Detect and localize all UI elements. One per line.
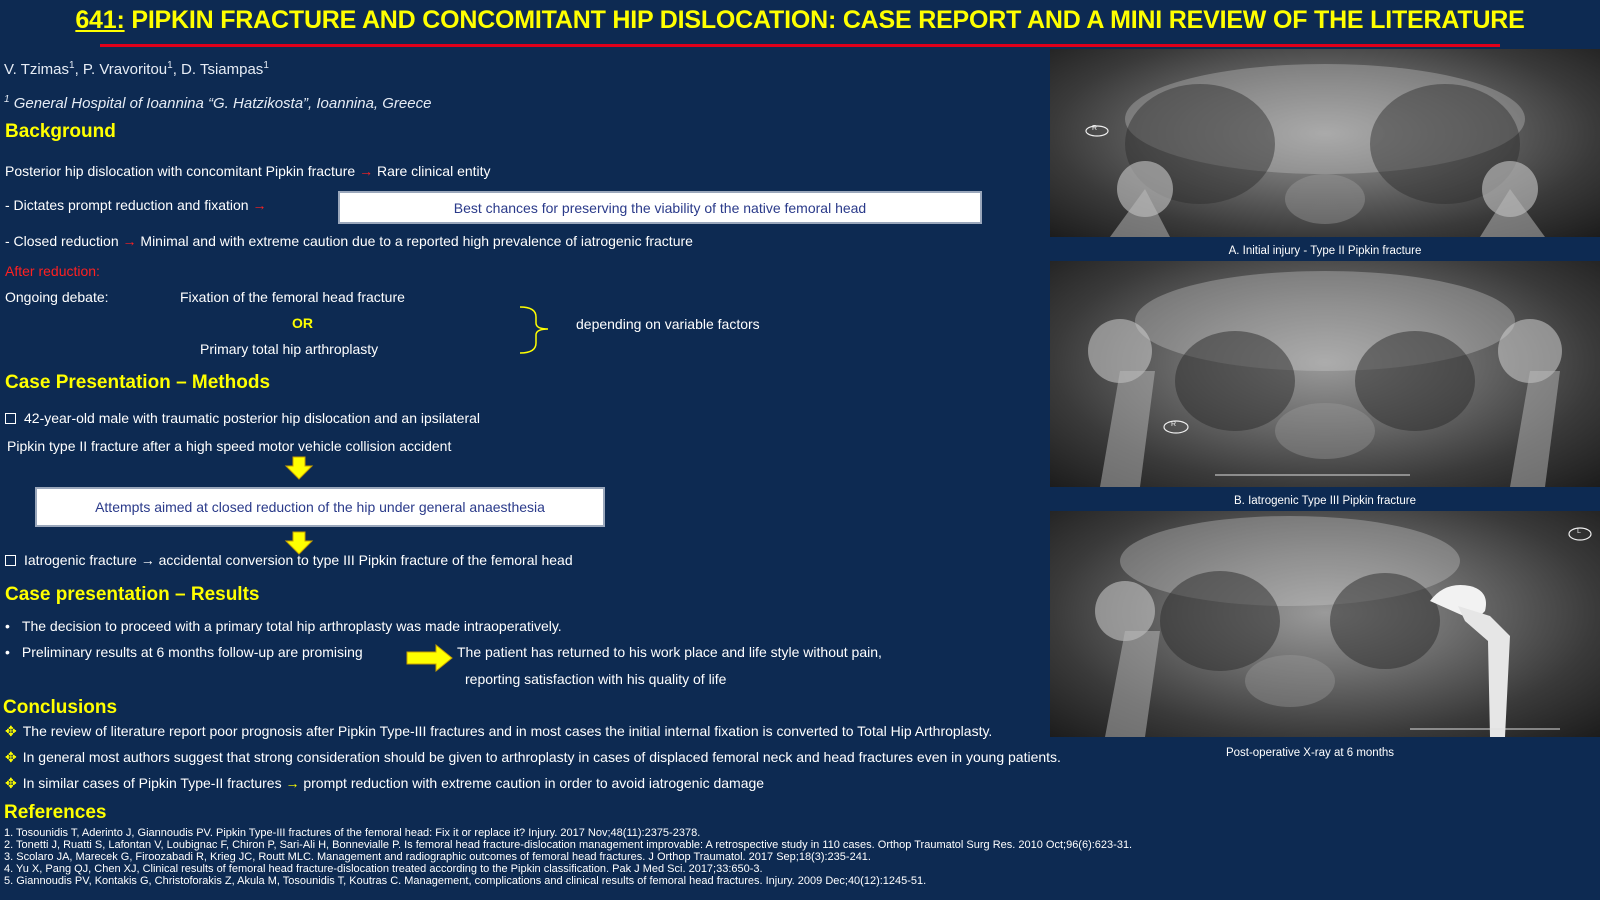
red-arrow-icon: →	[252, 197, 267, 213]
bullet-dot-icon: •	[5, 644, 10, 660]
results-bullet2-text: Preliminary results at 6 months follow-up are promising	[21, 644, 363, 660]
diamond-bullet-icon: ✥	[5, 723, 17, 739]
closed-reduction-box: Attempts aimed at closed reduction of the hip under general anaesthesia	[35, 487, 605, 527]
yellow-right-arrow-icon	[406, 643, 454, 673]
xray-side-marker: R	[1092, 125, 1098, 132]
results-heading: Case presentation – Results	[5, 584, 260, 605]
xray-side-marker: L	[1577, 528, 1581, 535]
background-line-1	[5, 163, 491, 179]
author-1: V. Tzimas	[4, 61, 70, 78]
red-arrow-icon: →	[359, 163, 374, 179]
background-line-2	[5, 197, 266, 213]
xray-initial-injury	[1050, 49, 1600, 237]
affiliation-sup: 1	[4, 94, 10, 105]
results-bullet-1	[5, 618, 562, 634]
methods-line3-a: Iatrogenic fracture	[24, 552, 141, 568]
reference-item: 3. Scolaro JA, Marecek G, Firoozabadi R, Krieg JC, Routt MLC. Management and radiographic outcomes of femoral head fractures. J Orthop Traumatol. 2017 Sep;18(3):235-241.	[4, 851, 871, 863]
bg-line1-b: Rare clinical entity	[373, 163, 491, 179]
depending-label: depending on variable factors	[576, 316, 760, 332]
authors-line	[4, 60, 269, 78]
author-2-sup: 1	[167, 60, 173, 71]
yellow-arrow-icon: →	[285, 775, 300, 791]
references-heading: References	[4, 802, 107, 823]
methods-line1-text: 42-year-old male with traumatic posterior hip dislocation and an ipsilateral	[24, 410, 481, 426]
background-line-3	[5, 233, 693, 249]
background-heading: Background	[5, 121, 116, 142]
bg-line3-b: Minimal and with extreme caution due to a reported high prevalence of iatrogenic fracture	[136, 233, 693, 249]
bullet-dot-icon: •	[5, 618, 10, 634]
xray-iatrogenic-fracture	[1050, 261, 1600, 487]
abstract-number: 641:	[75, 6, 125, 34]
curly-brace-icon	[518, 305, 570, 355]
reference-item: 4. Yu X, Pang QJ, Chen XJ, Clinical results of femoral head fracture-dislocation treated according to the Pipkin classification. Pak J Med Sci. 2017;33:650-3.	[4, 863, 763, 875]
author-3-sup: 1	[263, 60, 269, 71]
outcome-line-2: reporting satisfaction with his quality of life	[465, 671, 727, 687]
pelvis-xray-image	[1050, 49, 1600, 237]
best-chances-box: Best chances for preserving the viability of the native femoral head	[338, 191, 982, 224]
title-text: PIPKIN FRACTURE AND CONCOMITANT HIP DISLOCATION: CASE REPORT AND A MINI REVIEW OF THE LITERATURE	[124, 6, 1525, 34]
or-label: OR	[292, 315, 313, 331]
methods-line-1	[5, 410, 480, 426]
conclusion-3-a: In similar cases of Pipkin Type-II fractures	[22, 775, 286, 791]
outcome-line-1: The patient has returned to his work place and life style without pain,	[457, 644, 882, 660]
author-3: , D. Tsiampas	[172, 61, 264, 78]
conclusion-1	[5, 723, 992, 740]
option-fixation: Fixation of the femoral head fracture	[180, 289, 405, 305]
checkbox-bullet-icon	[5, 555, 16, 566]
conclusion-2	[5, 749, 1061, 766]
after-reduction-label: After reduction:	[5, 263, 100, 279]
figure-a-caption: A. Initial injury - Type II Pipkin fracture	[1228, 245, 1422, 257]
conclusion-3-b: prompt reduction with extreme caution in order to avoid iatrogenic damage	[299, 775, 765, 791]
results-bullet-2	[5, 644, 363, 660]
methods-heading: Case Presentation – Methods	[5, 372, 271, 393]
xray-post-operative	[1050, 511, 1600, 737]
bg-line2: - Dictates prompt reduction and fixation	[5, 197, 253, 213]
conclusion-2-text: In general most authors suggest that strong consideration should be given to arthroplasty in cases of displaced femoral neck and head fractures even in young patients.	[22, 749, 1061, 765]
author-1-sup: 1	[69, 60, 75, 71]
methods-line3-b: accidental conversion to type III Pipkin fracture of the femoral head	[154, 552, 573, 568]
poster-title	[0, 6, 1600, 35]
pelvis-xray-image	[1050, 511, 1600, 737]
bg-line3-a: - Closed reduction	[5, 233, 123, 249]
reference-item: 5. Giannoudis PV, Kontakis G, Christoforakis Z, Akula M, Tosounidis T, Koutras C. Management, complications and clinical results of femoral head fractures. Injury. 2009 Dec;40(12):1245-51.	[4, 875, 927, 887]
methods-line-3	[5, 552, 573, 568]
debate-label: Ongoing debate:	[5, 289, 109, 305]
conclusion-1-text: The review of literature report poor prognosis after Pipkin Type-III fractures and in most cases the initial internal fixation is converted to Total Hip Arthroplasty.	[22, 723, 993, 739]
results-bullet1-text: The decision to proceed with a primary total hip arthroplasty was made intraoperatively.	[21, 618, 562, 634]
affiliation	[4, 94, 431, 112]
figure-c-caption: Post-operative X-ray at 6 months	[1225, 747, 1395, 759]
title-underline	[100, 44, 1500, 47]
option-arthroplasty: Primary total hip arthroplasty	[200, 341, 379, 357]
pelvis-xray-image	[1050, 261, 1600, 487]
conclusion-3	[5, 775, 764, 792]
diamond-bullet-icon: ✥	[5, 775, 17, 791]
reference-item: 2. Tonetti J, Ruatti S, Lafontan V, Loubignac F, Chiron P, Sari-Ali H, Bonnevialle P. Is femoral head fracture-dislocation management improvable: A retrospective study in 110 cases. Orthop Traumatol Surg Res. 2010 Oct;96(6):623-31.	[4, 839, 1133, 851]
author-2: , P. Vravoritou	[74, 61, 168, 78]
bg-line1-a: Posterior hip dislocation with concomitant Pipkin fracture	[5, 163, 360, 179]
yellow-down-arrow-icon	[284, 456, 314, 480]
white-arrow-icon: →	[140, 552, 155, 568]
references-list	[4, 827, 1132, 887]
red-arrow-icon: →	[122, 233, 137, 249]
checkbox-bullet-icon	[5, 413, 16, 424]
conclusions-heading: Conclusions	[3, 697, 118, 718]
xray-side-marker: R	[1171, 421, 1177, 428]
reference-item: 1. Tosounidis T, Aderinto J, Giannoudis PV. Pipkin Type-III fractures of the femoral head: Fix it or replace it? Injury. 2017 Nov;48(11):2375-2378.	[4, 827, 701, 839]
figure-b-caption: B. Iatrogenic Type III Pipkin fracture	[1234, 495, 1416, 507]
affiliation-text: General Hospital of Ioannina “G. Hatzikosta”, Ioannina, Greece	[9, 95, 432, 112]
diamond-bullet-icon: ✥	[5, 749, 17, 765]
methods-line-2: Pipkin type II fracture after a high speed motor vehicle collision accident	[7, 438, 452, 454]
